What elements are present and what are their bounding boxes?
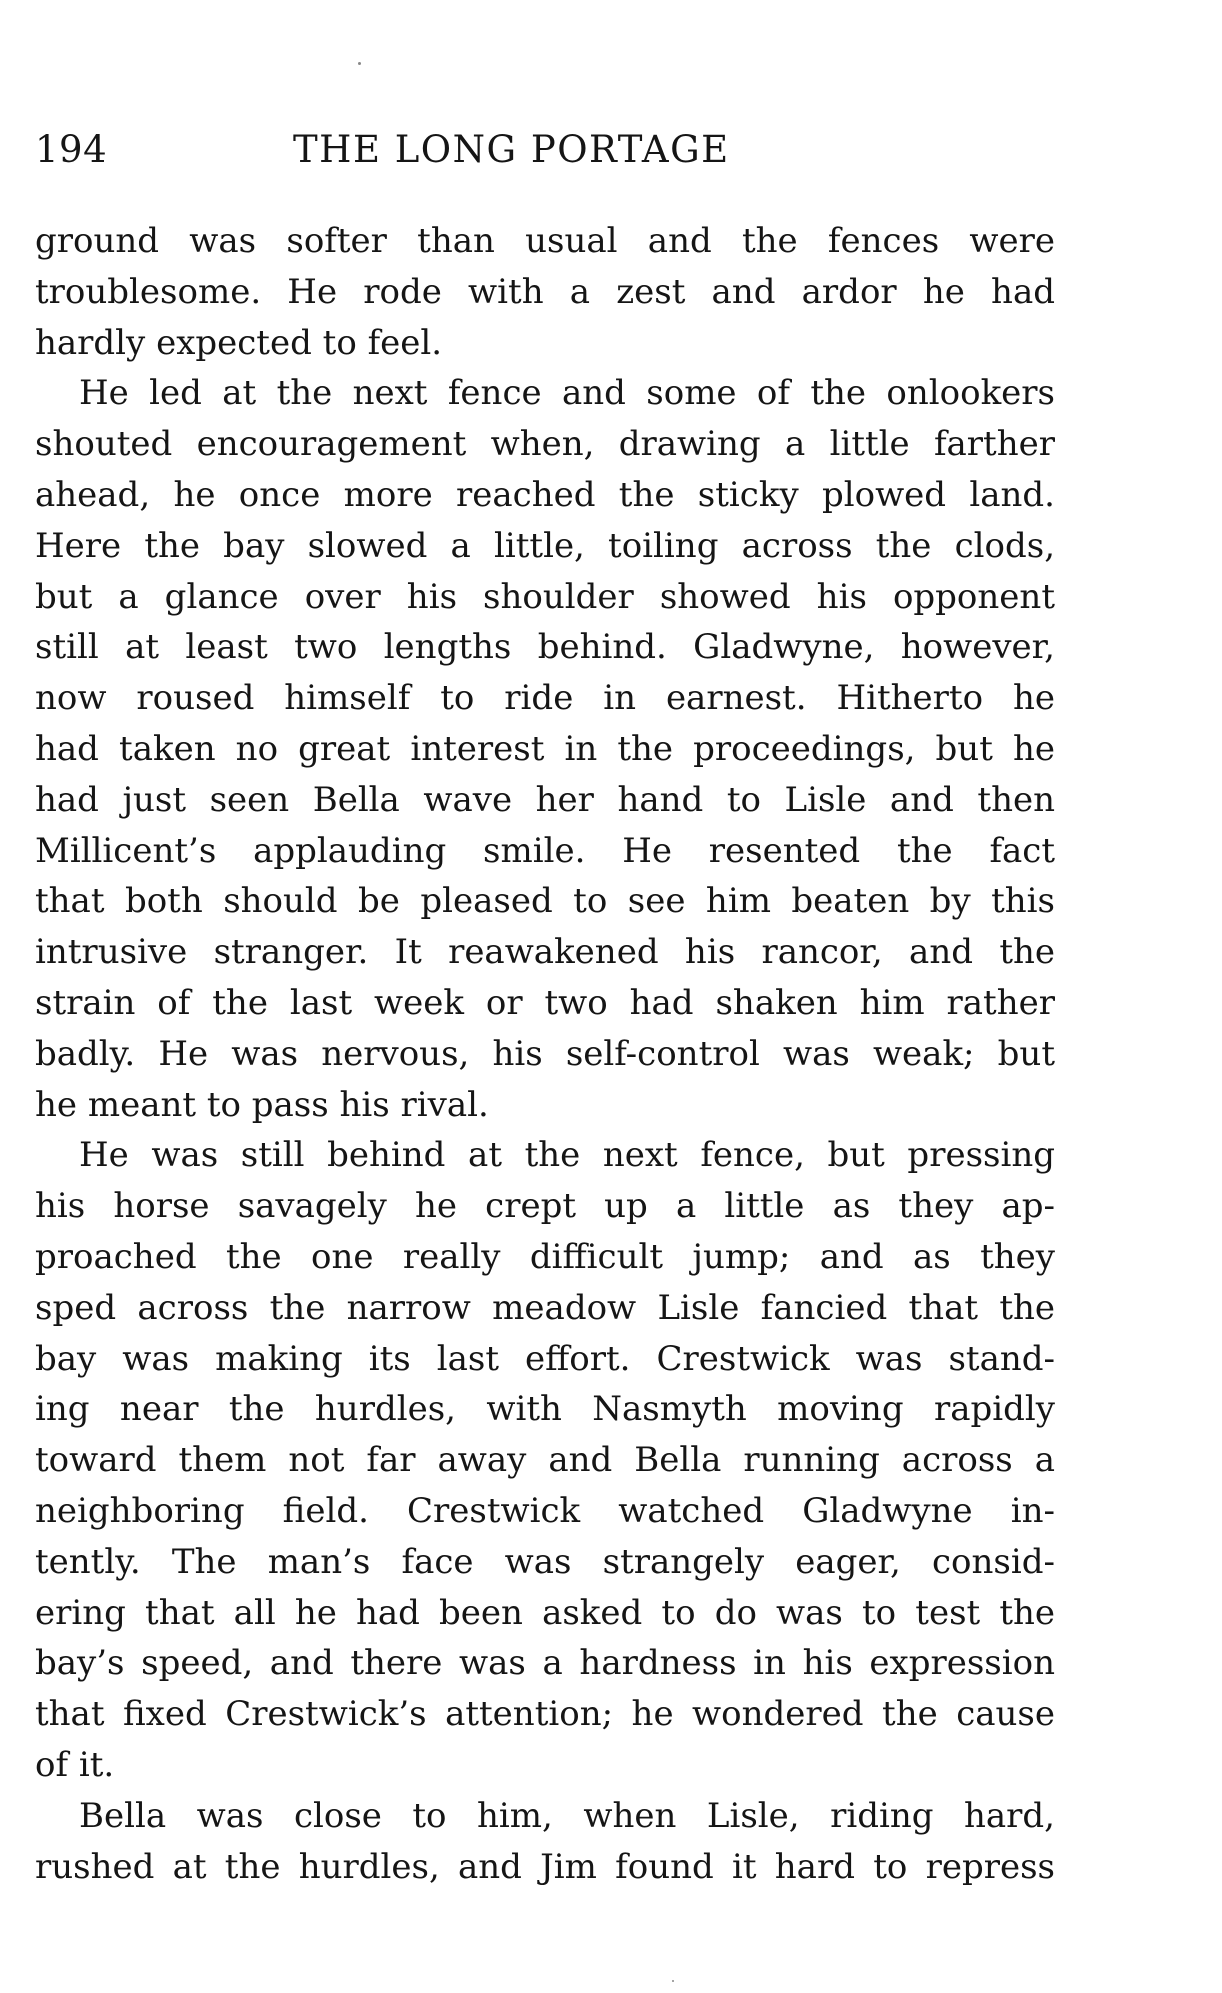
text-line: but a glance over his shoulder showed his opponent — [35, 576, 1055, 617]
text-line: Here the bay slowed a little, toiling across the clods, — [35, 525, 1055, 566]
text-line: badly. He was nervous, his self-control was weak; but — [35, 1033, 1055, 1074]
paper-speck — [358, 62, 361, 65]
text-line: still at least two lengths behind. Gladwyne, however, — [35, 627, 1055, 668]
body-text — [35, 216, 1055, 1892]
text-line: troublesome. He rode with a zest and ardor he had — [35, 271, 1055, 312]
text-line: hardly expected to feel. — [35, 322, 443, 363]
running-title: THE LONG PORTAGE — [293, 128, 730, 171]
text-line: He was still behind at the next fence, but pressing — [79, 1135, 1055, 1176]
text-line: bay was making its last effort. Crestwick was stand- — [35, 1338, 1055, 1379]
text-line: intrusive stranger. It reawakened his rancor, and the — [35, 932, 1055, 973]
text-line: ahead, he once more reached the sticky plowed land. — [35, 474, 1055, 515]
text-line: had taken no great interest in the proceedings, but he — [35, 728, 1055, 769]
text-line: that both should be pleased to see him beaten by this — [35, 881, 1055, 922]
text-line: He led at the next fence and some of the onlookers — [79, 373, 1055, 414]
text-line: neighboring field. Crestwick watched Gladwyne in- — [35, 1490, 1055, 1531]
text-line: ground was softer than usual and the fences were — [35, 221, 1055, 261]
text-line: had just seen Bella wave her hand to Lisle and then — [35, 779, 1055, 820]
page-number: 194 — [35, 128, 108, 171]
text-line: he meant to pass his rival. — [35, 1084, 489, 1125]
text-line: of it. — [35, 1744, 115, 1785]
text-line: his horse savagely he crept up a little as they ap- — [35, 1186, 1055, 1227]
text-line: rushed at the hurdles, and Jim found it hard to repress — [35, 1846, 1055, 1887]
text-line: Millicent’s applauding smile. He resented the fact — [35, 830, 1055, 871]
text-line: shouted encouragement when, drawing a little farther — [35, 424, 1055, 465]
text-line: proached the one really difficult jump; and as they — [35, 1236, 1055, 1277]
text-line: sped across the narrow meadow Lisle fancied that the — [35, 1287, 1055, 1328]
running-head — [35, 124, 1055, 176]
text-line: ering that all he had been asked to do was to test the — [35, 1592, 1055, 1633]
text-line: tently. The man’s face was strangely eager, consid- — [35, 1541, 1055, 1582]
text-line: bay’s speed, and there was a hardness in his expression — [35, 1643, 1055, 1684]
text-line: that fixed Crestwick’s attention; he wondered the cause — [35, 1694, 1055, 1735]
text-line: strain of the last week or two had shaken him rather — [35, 982, 1055, 1023]
text-line: now roused himself to ride in earnest. Hitherto he — [35, 678, 1055, 719]
text-line: Bella was close to him, when Lisle, riding hard, — [79, 1795, 1055, 1836]
text-line: toward them not far away and Bella running across a — [35, 1440, 1055, 1481]
paper-speck — [672, 1980, 674, 1982]
text-line: ing near the hurdles, with Nasmyth moving rapidly — [35, 1389, 1055, 1430]
